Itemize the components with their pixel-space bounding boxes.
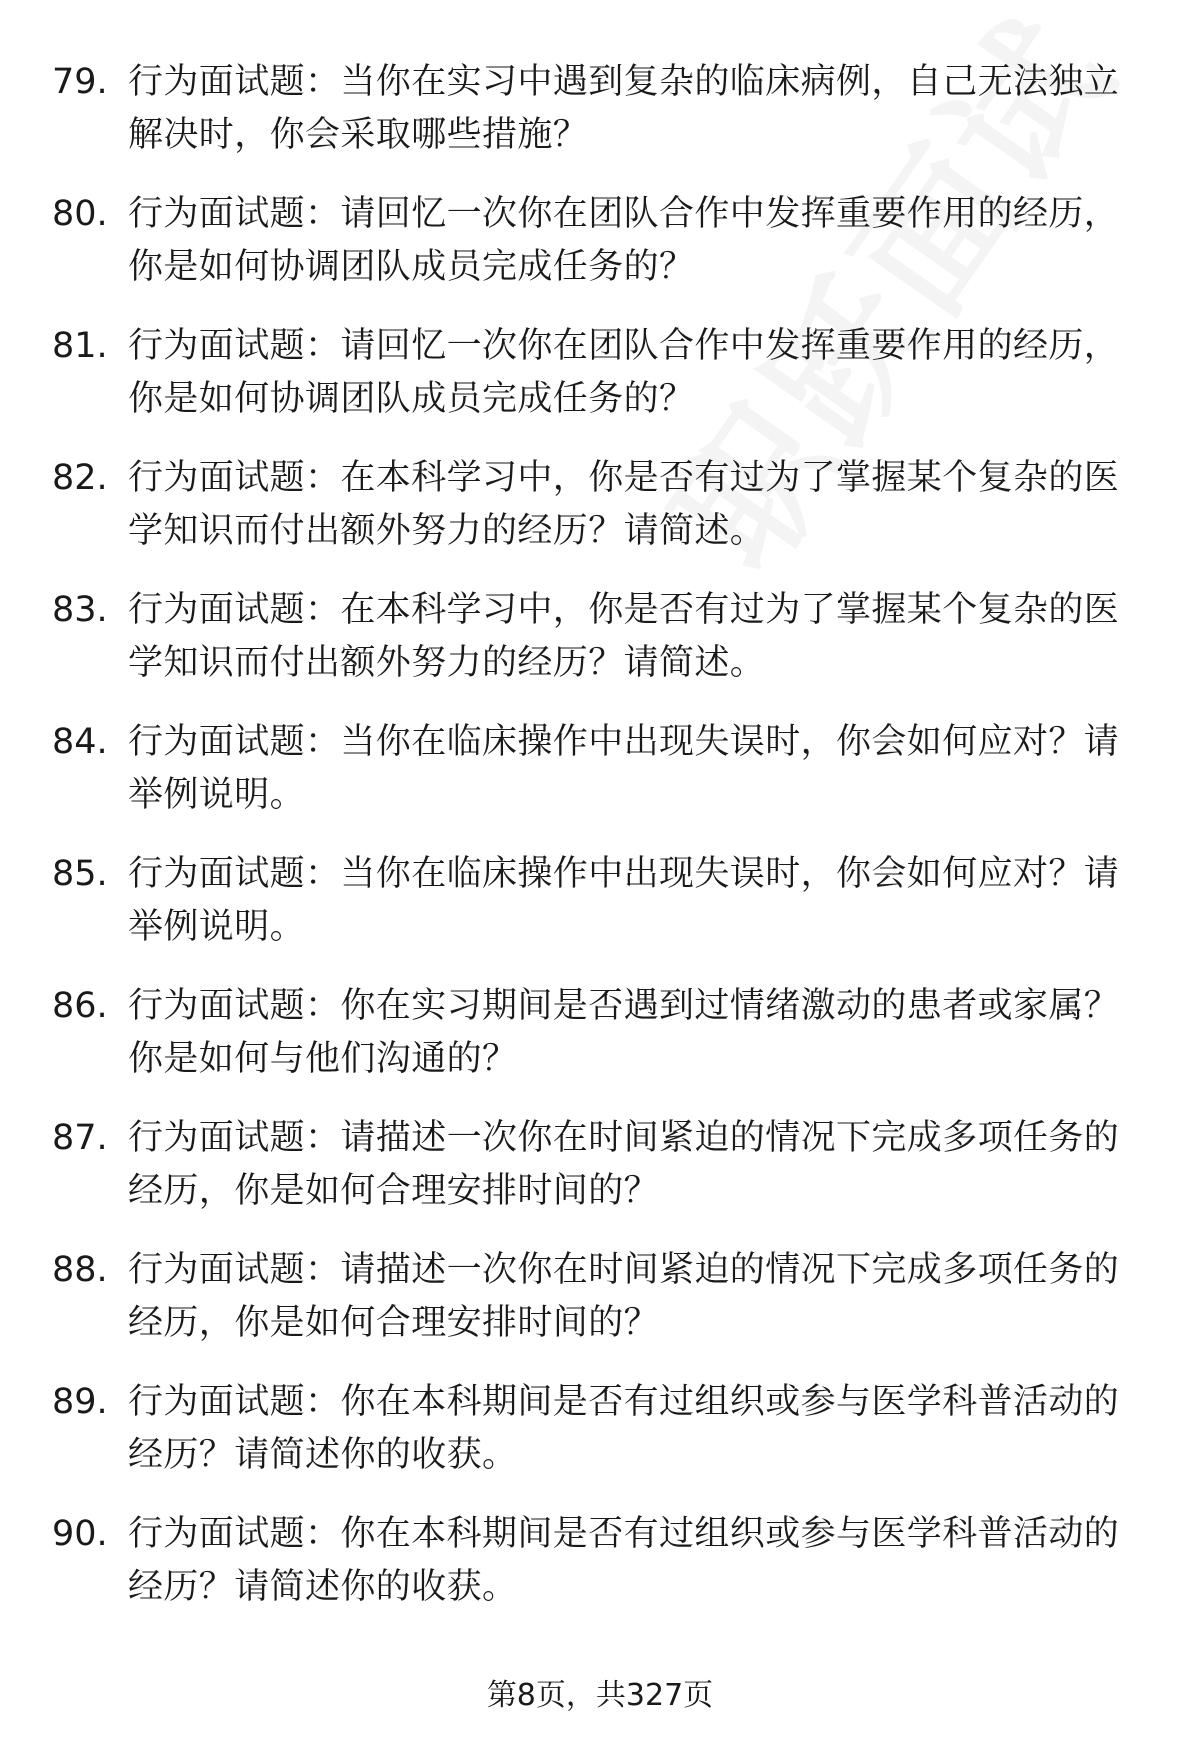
question-text: 行为面试题：你在本科期间是否有过组织或参与医学科普活动的经历？请简述你的收获。 bbox=[128, 1382, 1120, 1475]
page-number: 第8页，共327页 bbox=[486, 1678, 714, 1713]
question-item bbox=[0, 452, 1200, 584]
question-text: 行为面试题：你在本科期间是否有过组织或参与医学科普活动的经历？请简述你的收获。 bbox=[128, 1514, 1120, 1607]
question-text: 行为面试题：当你在实习中遇到复杂的临床病例，自己无法独立解决时，你会采取哪些措施？ bbox=[128, 62, 1120, 155]
question-number: 79. bbox=[52, 62, 108, 102]
question-text: 行为面试题：在本科学习中，你是否有过为了掌握某个复杂的医学知识而付出额外努力的经历？请简述。 bbox=[128, 458, 1120, 551]
question-text: 行为面试题：当你在临床操作中出现失误时，你会如何应对？请举例说明。 bbox=[128, 722, 1120, 815]
question-number: 88. bbox=[52, 1250, 108, 1290]
question-item bbox=[0, 848, 1200, 980]
question-text: 行为面试题：请回忆一次你在团队合作中发挥重要作用的经历，你是如何协调团队成员完成任务的？ bbox=[128, 326, 1120, 419]
question-number: 89. bbox=[52, 1382, 108, 1422]
question-number: 81. bbox=[52, 326, 108, 366]
question-item bbox=[0, 584, 1200, 716]
question-number: 86. bbox=[52, 986, 108, 1026]
question-number: 85. bbox=[52, 854, 108, 894]
question-text: 行为面试题：请回忆一次你在团队合作中发挥重要作用的经历，你是如何协调团队成员完成任务的？ bbox=[128, 194, 1120, 287]
question-number: 83. bbox=[52, 590, 108, 630]
question-list bbox=[0, 56, 1200, 1640]
question-text: 行为面试题：请描述一次你在时间紧迫的情况下完成多项任务的经历，你是如何合理安排时间的？ bbox=[128, 1118, 1120, 1211]
question-text: 行为面试题：请描述一次你在时间紧迫的情况下完成多项任务的经历，你是如何合理安排时间的？ bbox=[128, 1250, 1120, 1343]
question-item bbox=[0, 980, 1200, 1112]
question-item bbox=[0, 320, 1200, 452]
question-item bbox=[0, 56, 1200, 188]
question-text: 行为面试题：你在实习期间是否遇到过情绪激动的患者或家属？你是如何与他们沟通的？ bbox=[128, 986, 1120, 1079]
question-number: 82. bbox=[52, 458, 108, 498]
question-text: 行为面试题：当你在临床操作中出现失误时，你会如何应对？请举例说明。 bbox=[128, 854, 1120, 947]
question-item bbox=[0, 188, 1200, 320]
question-item bbox=[0, 716, 1200, 848]
question-item bbox=[0, 1376, 1200, 1508]
question-number: 87. bbox=[52, 1118, 108, 1158]
question-number: 90. bbox=[52, 1514, 108, 1554]
question-item bbox=[0, 1112, 1200, 1244]
question-text: 行为面试题：在本科学习中，你是否有过为了掌握某个复杂的医学知识而付出额外努力的经历？请简述。 bbox=[128, 590, 1120, 683]
question-number: 84. bbox=[52, 722, 108, 762]
question-number: 80. bbox=[52, 194, 108, 234]
question-item bbox=[0, 1508, 1200, 1640]
question-item bbox=[0, 1244, 1200, 1376]
